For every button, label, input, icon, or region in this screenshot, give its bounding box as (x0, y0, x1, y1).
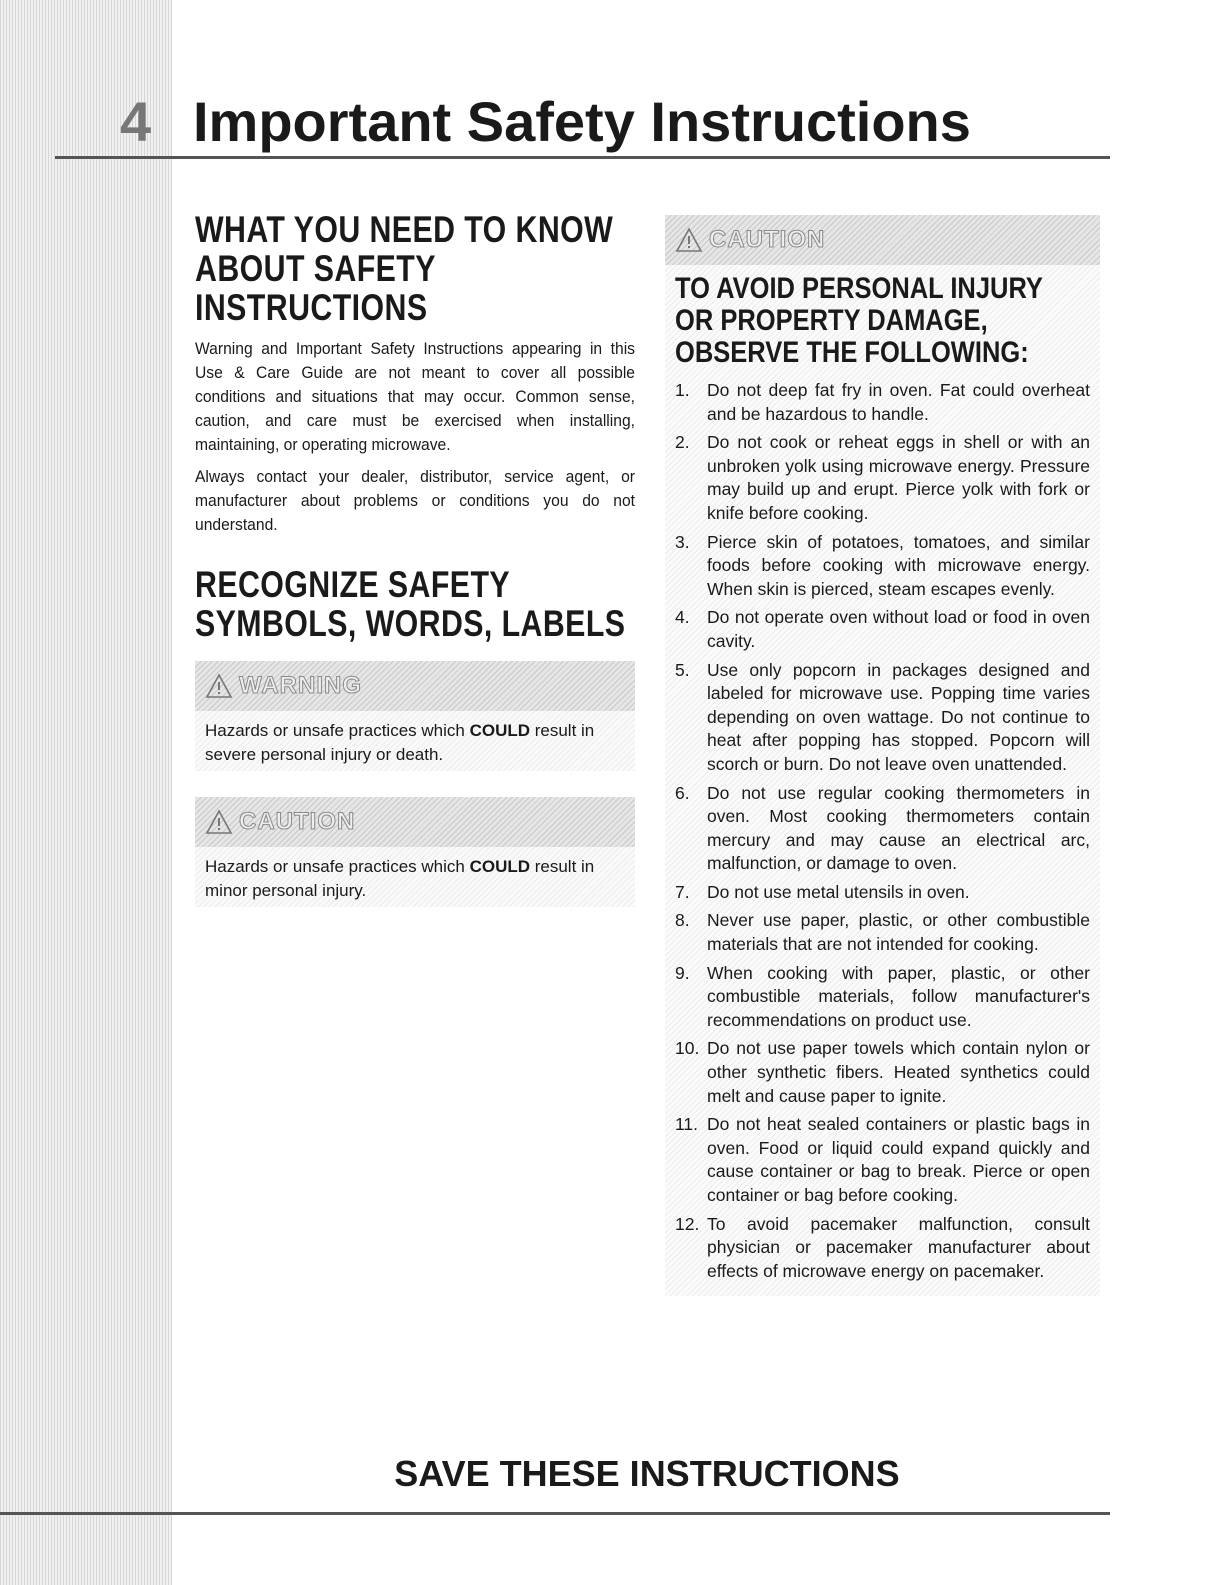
warning-description (195, 711, 635, 771)
right-column (665, 215, 1100, 1296)
list-item-number: 2. (675, 432, 690, 453)
safety-list-item (675, 1213, 1090, 1284)
list-item-text: Do not deep fat fry in oven. Fat could overheat and be hazardous to handle. (707, 380, 1090, 424)
list-item-number: 11. (675, 1114, 699, 1135)
safety-list-item (675, 431, 1090, 525)
list-item-text: Do not use paper towels which contain nylon or other synthetic fibers. Heated synthetics could melt and cause paper to ignite. (707, 1038, 1090, 1106)
page-title: Important Safety Instructions (193, 90, 971, 153)
safety-list-item (675, 782, 1090, 876)
safety-list-item (675, 379, 1090, 426)
list-item-number: 12. (675, 1213, 700, 1234)
warning-desc-text-end: result in severe personal injury or death. (205, 721, 595, 764)
list-item-number: 7. (675, 881, 690, 902)
caution-desc-text-end: result in minor personal injury. (205, 857, 595, 900)
section-heading-safety-instructions: WHAT YOU NEED TO KNOW ABOUT SAFETY INSTRUCTIONS (195, 209, 614, 328)
warning-desc-strong: COULD (469, 721, 531, 740)
warning-bar (195, 661, 635, 711)
section-heading-safety-symbols: RECOGNIZE SAFETY SYMBOLS, WORDS, LABELS (195, 564, 626, 644)
caution-triangle-icon (205, 809, 233, 835)
safety-list-item (675, 606, 1090, 653)
intro-paragraph: Warning and Important Safety Instructions appearing in this Use & Care Guide are not meant to cover all possible conditions and situations that may occur. Common sense, caution, and care must be exercised when installing, maintaining, or operating microwave. (195, 339, 636, 454)
footer-rule (0, 1512, 1110, 1515)
list-item-number: 5. (675, 659, 690, 680)
caution-panel (665, 265, 1100, 1296)
caution-desc-text: Hazards or unsafe practices which (205, 857, 470, 876)
page-number: 4 (120, 90, 152, 153)
page-header (0, 90, 1110, 160)
caution-bar (195, 797, 635, 847)
list-item-number: 9. (675, 962, 690, 983)
left-column (195, 210, 635, 907)
list-item-number: 3. (675, 531, 690, 552)
caution-label: CAUTION (239, 808, 356, 835)
warning-label: WARNING (239, 672, 362, 699)
caution-triangle-icon (675, 227, 703, 253)
right-caution-label: CAUTION (709, 226, 826, 253)
header-rule (55, 156, 1110, 159)
safety-list (675, 379, 1090, 1283)
list-item-text: Do not operate oven without load or food in oven cavity. (707, 607, 1090, 651)
safety-list-item (675, 909, 1090, 956)
contact-paragraph: Always contact your dealer, distributor, service agent, or manufacturer about problems or conditions you do not understand. (195, 467, 636, 534)
safety-list-item (675, 962, 1090, 1033)
list-item-text: Do not use regular cooking thermometers in oven. Most cooking thermometers contain mercury and may cause an electrical arc, malfunction, or damage to oven. (707, 782, 1090, 874)
safety-list-item (675, 531, 1090, 602)
side-band (0, 0, 172, 1585)
list-item-text: Use only popcorn in packages designed and labeled for microwave use. Popping time varies depending on oven wattage. Do not continue to heat after popping has stopped. Popcorn will scorch or burn. Do not leave oven unattended. (707, 659, 1090, 774)
safety-list-item (675, 1113, 1090, 1207)
safety-list-item (675, 881, 1090, 905)
caution-description (195, 847, 635, 907)
safety-list-item (675, 659, 1090, 777)
list-item-text: Do not cook or reheat eggs in shell or with an unbroken yolk using microwave energy. Pressure may build up and erupt. Pierce yolk with fork or knife before cooking. (707, 432, 1090, 523)
list-item-number: 6. (675, 782, 690, 803)
list-item-text: Do not heat sealed containers or plastic bags in oven. Food or liquid could expand quickly and cause container or bag to break. Pierce or open container or bag before cooking. (707, 1114, 1090, 1205)
list-item-text: Never use paper, plastic, or other combustible materials that are not intended for cooking. (707, 910, 1090, 955)
caution-desc-strong: COULD (469, 857, 531, 876)
list-item-number: 10. (675, 1038, 700, 1059)
list-item-text: To avoid pacemaker malfunction, consult physician or pacemaker manufacturer about effects of microwave energy on pacemaker. (707, 1213, 1090, 1281)
right-caution-bar (665, 215, 1100, 265)
list-item-text: Do not use metal utensils in oven. (707, 881, 970, 902)
list-item-text: Pierce skin of potatoes, tomatoes, and similar foods before cooking with microwave energy. When skin is pierced, steam escapes evenly. (707, 531, 1090, 599)
warning-triangle-icon (205, 673, 233, 699)
safety-list-item (675, 1037, 1090, 1108)
caution-heading: TO AVOID PERSONAL INJURY OR PROPERTY DAMAGE, OBSERVE THE FOLLOWING: (675, 272, 1043, 369)
list-item-number: 4. (675, 607, 690, 628)
list-item-number: 8. (675, 910, 690, 931)
footer-title: SAVE THESE INSTRUCTIONS (394, 1453, 900, 1494)
list-item-text: When cooking with paper, plastic, or other combustible materials, follow manufacturer's recommendations on product use. (707, 962, 1090, 1030)
warning-desc-text: Hazards or unsafe practices which (205, 721, 470, 740)
list-item-number: 1. (675, 380, 690, 400)
